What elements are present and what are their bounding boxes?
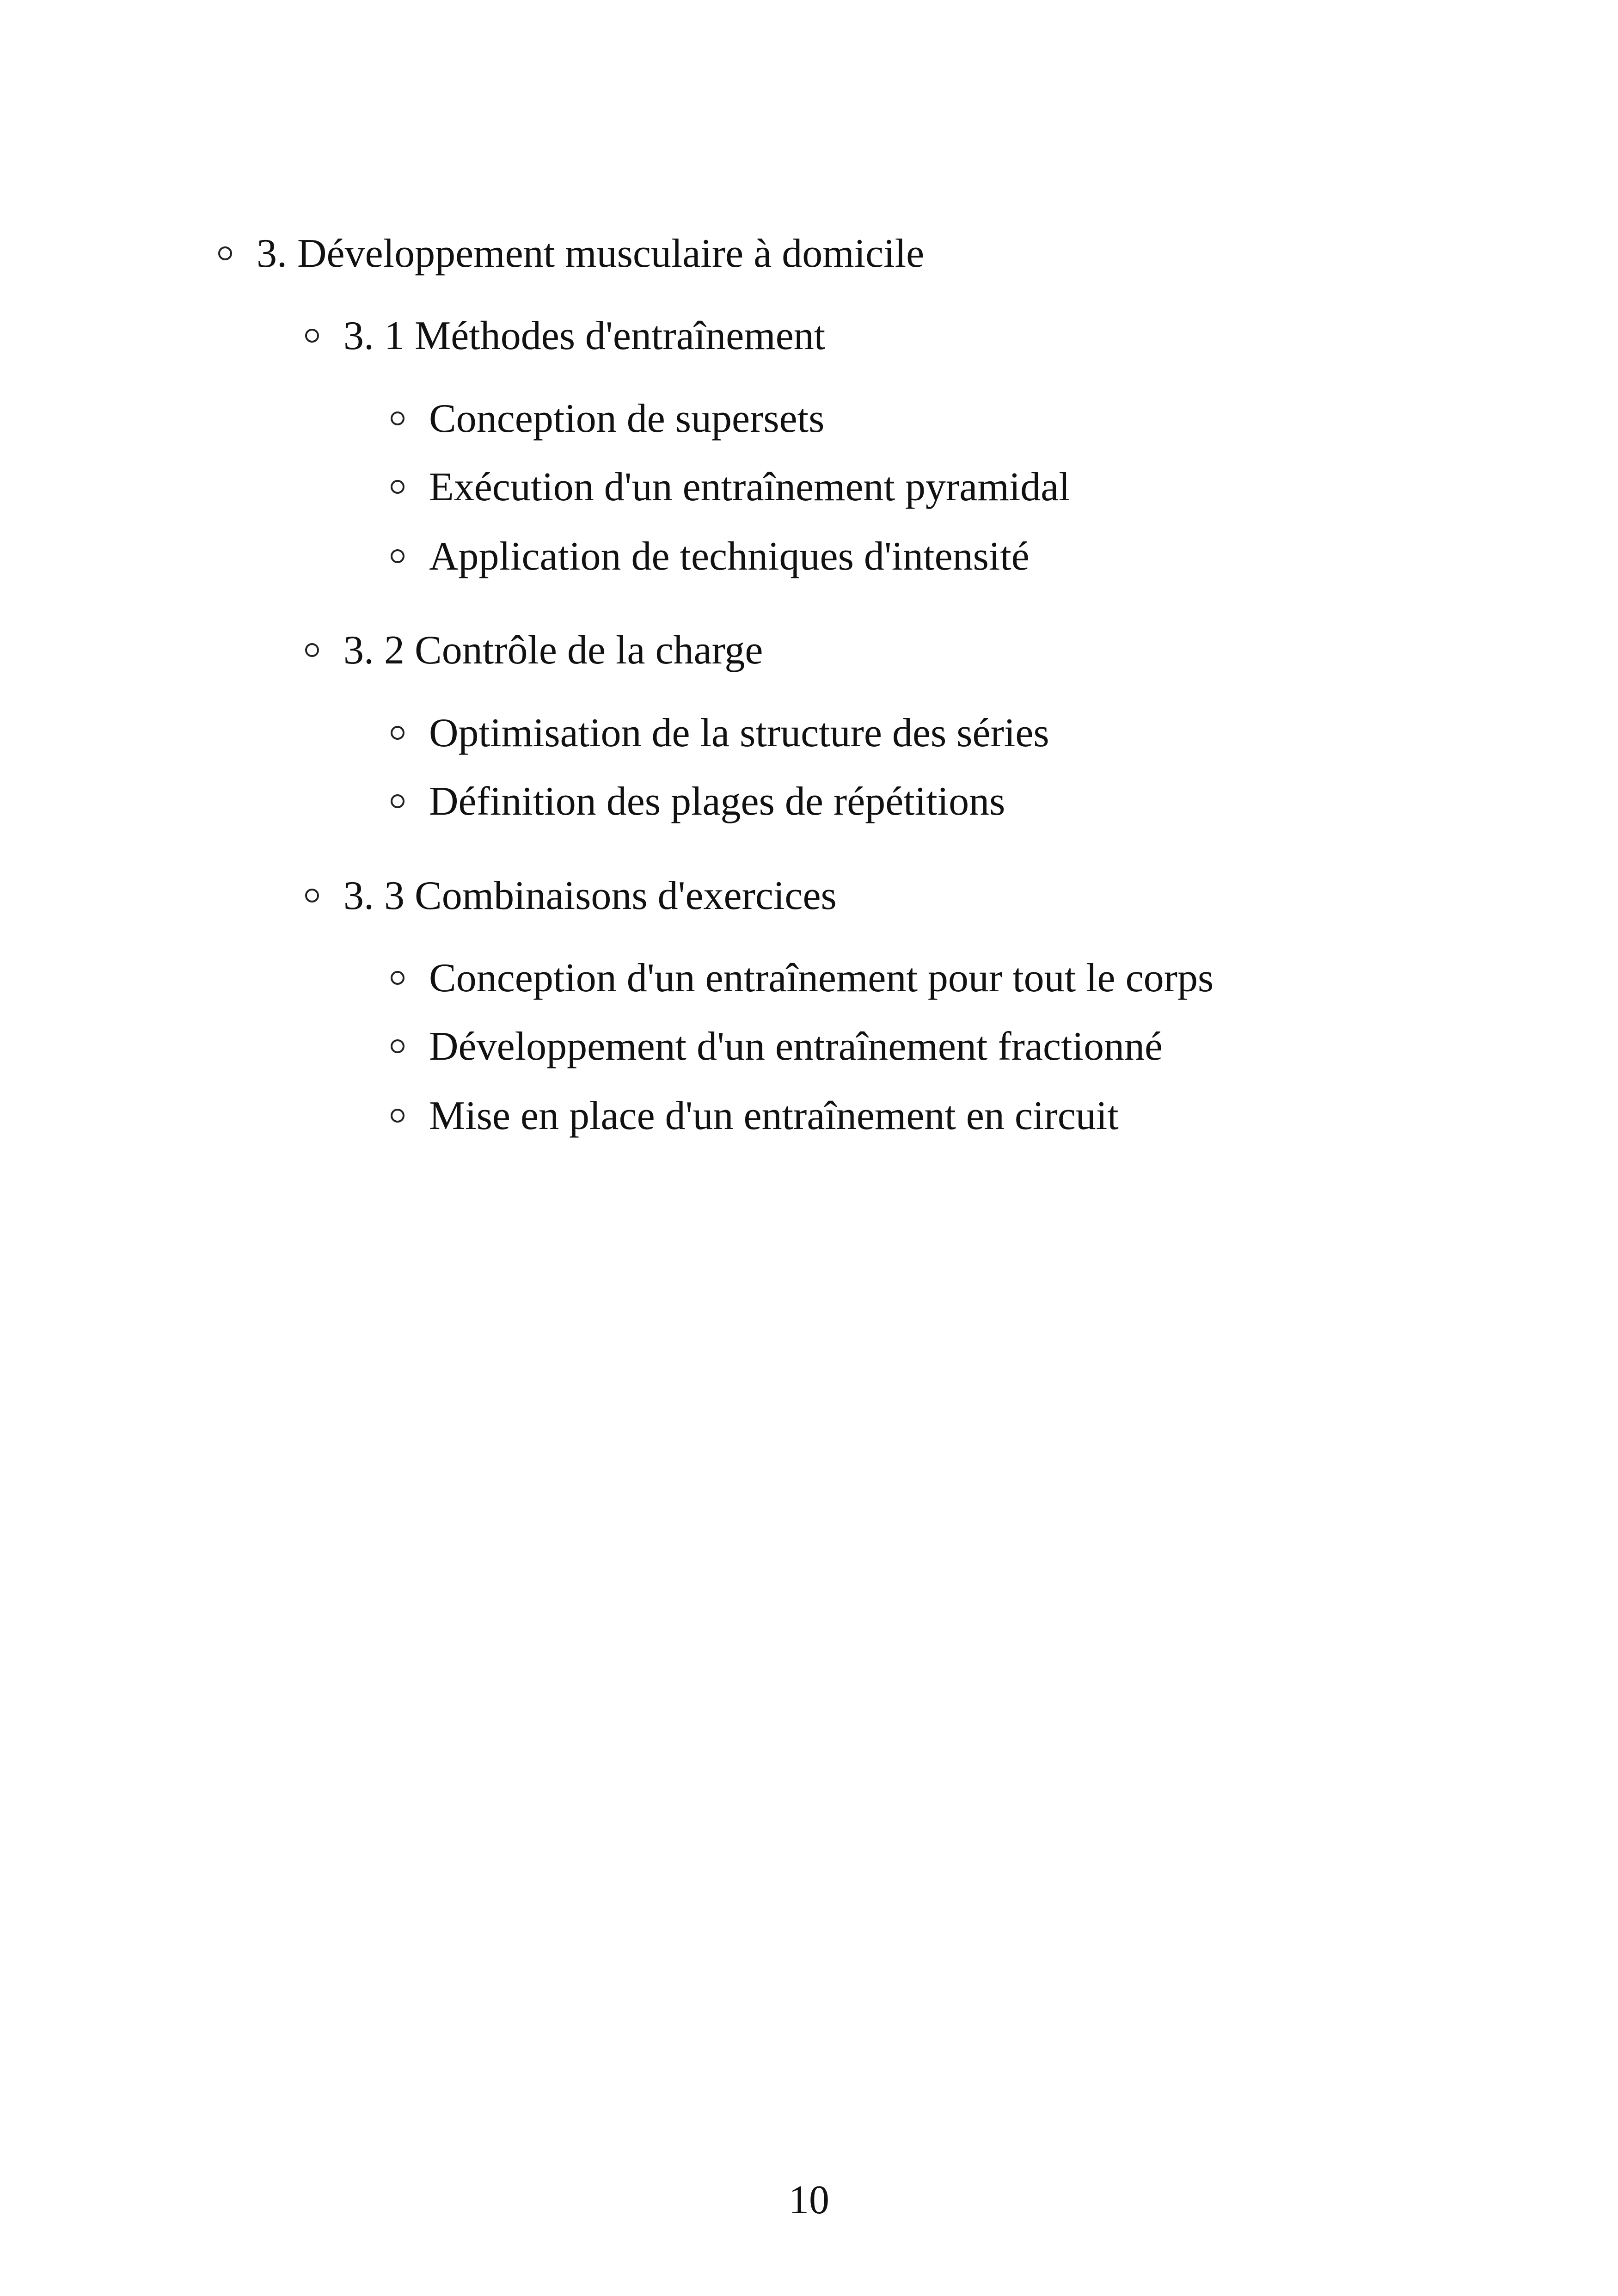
bullet-circle-icon	[305, 329, 319, 343]
bullet-circle-icon	[391, 411, 404, 425]
bullet-circle-icon	[218, 246, 232, 260]
list-item: Conception de supersets	[429, 396, 825, 441]
subsection-heading: 3. 2 Contrôle de la charge	[343, 628, 763, 673]
bullet-circle-icon	[391, 1109, 404, 1123]
list-item: Définition des plages de répétitions	[429, 779, 1005, 824]
bullet-circle-icon	[305, 889, 319, 902]
list-item: Mise en place d'un entraînement en circuit	[429, 1093, 1119, 1138]
bullet-circle-icon	[391, 1039, 404, 1053]
bullet-circle-icon	[391, 971, 404, 985]
bullet-circle-icon	[391, 480, 404, 494]
list-item: Optimisation de la structure des séries	[429, 711, 1049, 755]
list-item: Conception d'un entraînement pour tout le corps	[429, 956, 1214, 1001]
subsection-heading: 3. 3 Combinaisons d'exercices	[343, 873, 837, 918]
list-item: Exécution d'un entraînement pyramidal	[429, 465, 1070, 510]
list-item: Application de techniques d'intensité	[429, 534, 1030, 579]
page-number: 10	[789, 2178, 829, 2222]
list-item: Développement d'un entraînement fractionné	[429, 1024, 1163, 1069]
bullet-circle-icon	[391, 726, 404, 740]
bullet-circle-icon	[391, 794, 404, 808]
section-heading: 3. Développement musculaire à domicile	[257, 231, 925, 276]
bullet-circle-icon	[305, 643, 319, 657]
bullet-circle-icon	[391, 549, 404, 563]
subsection-heading: 3. 1 Méthodes d'entraînement	[343, 313, 826, 358]
